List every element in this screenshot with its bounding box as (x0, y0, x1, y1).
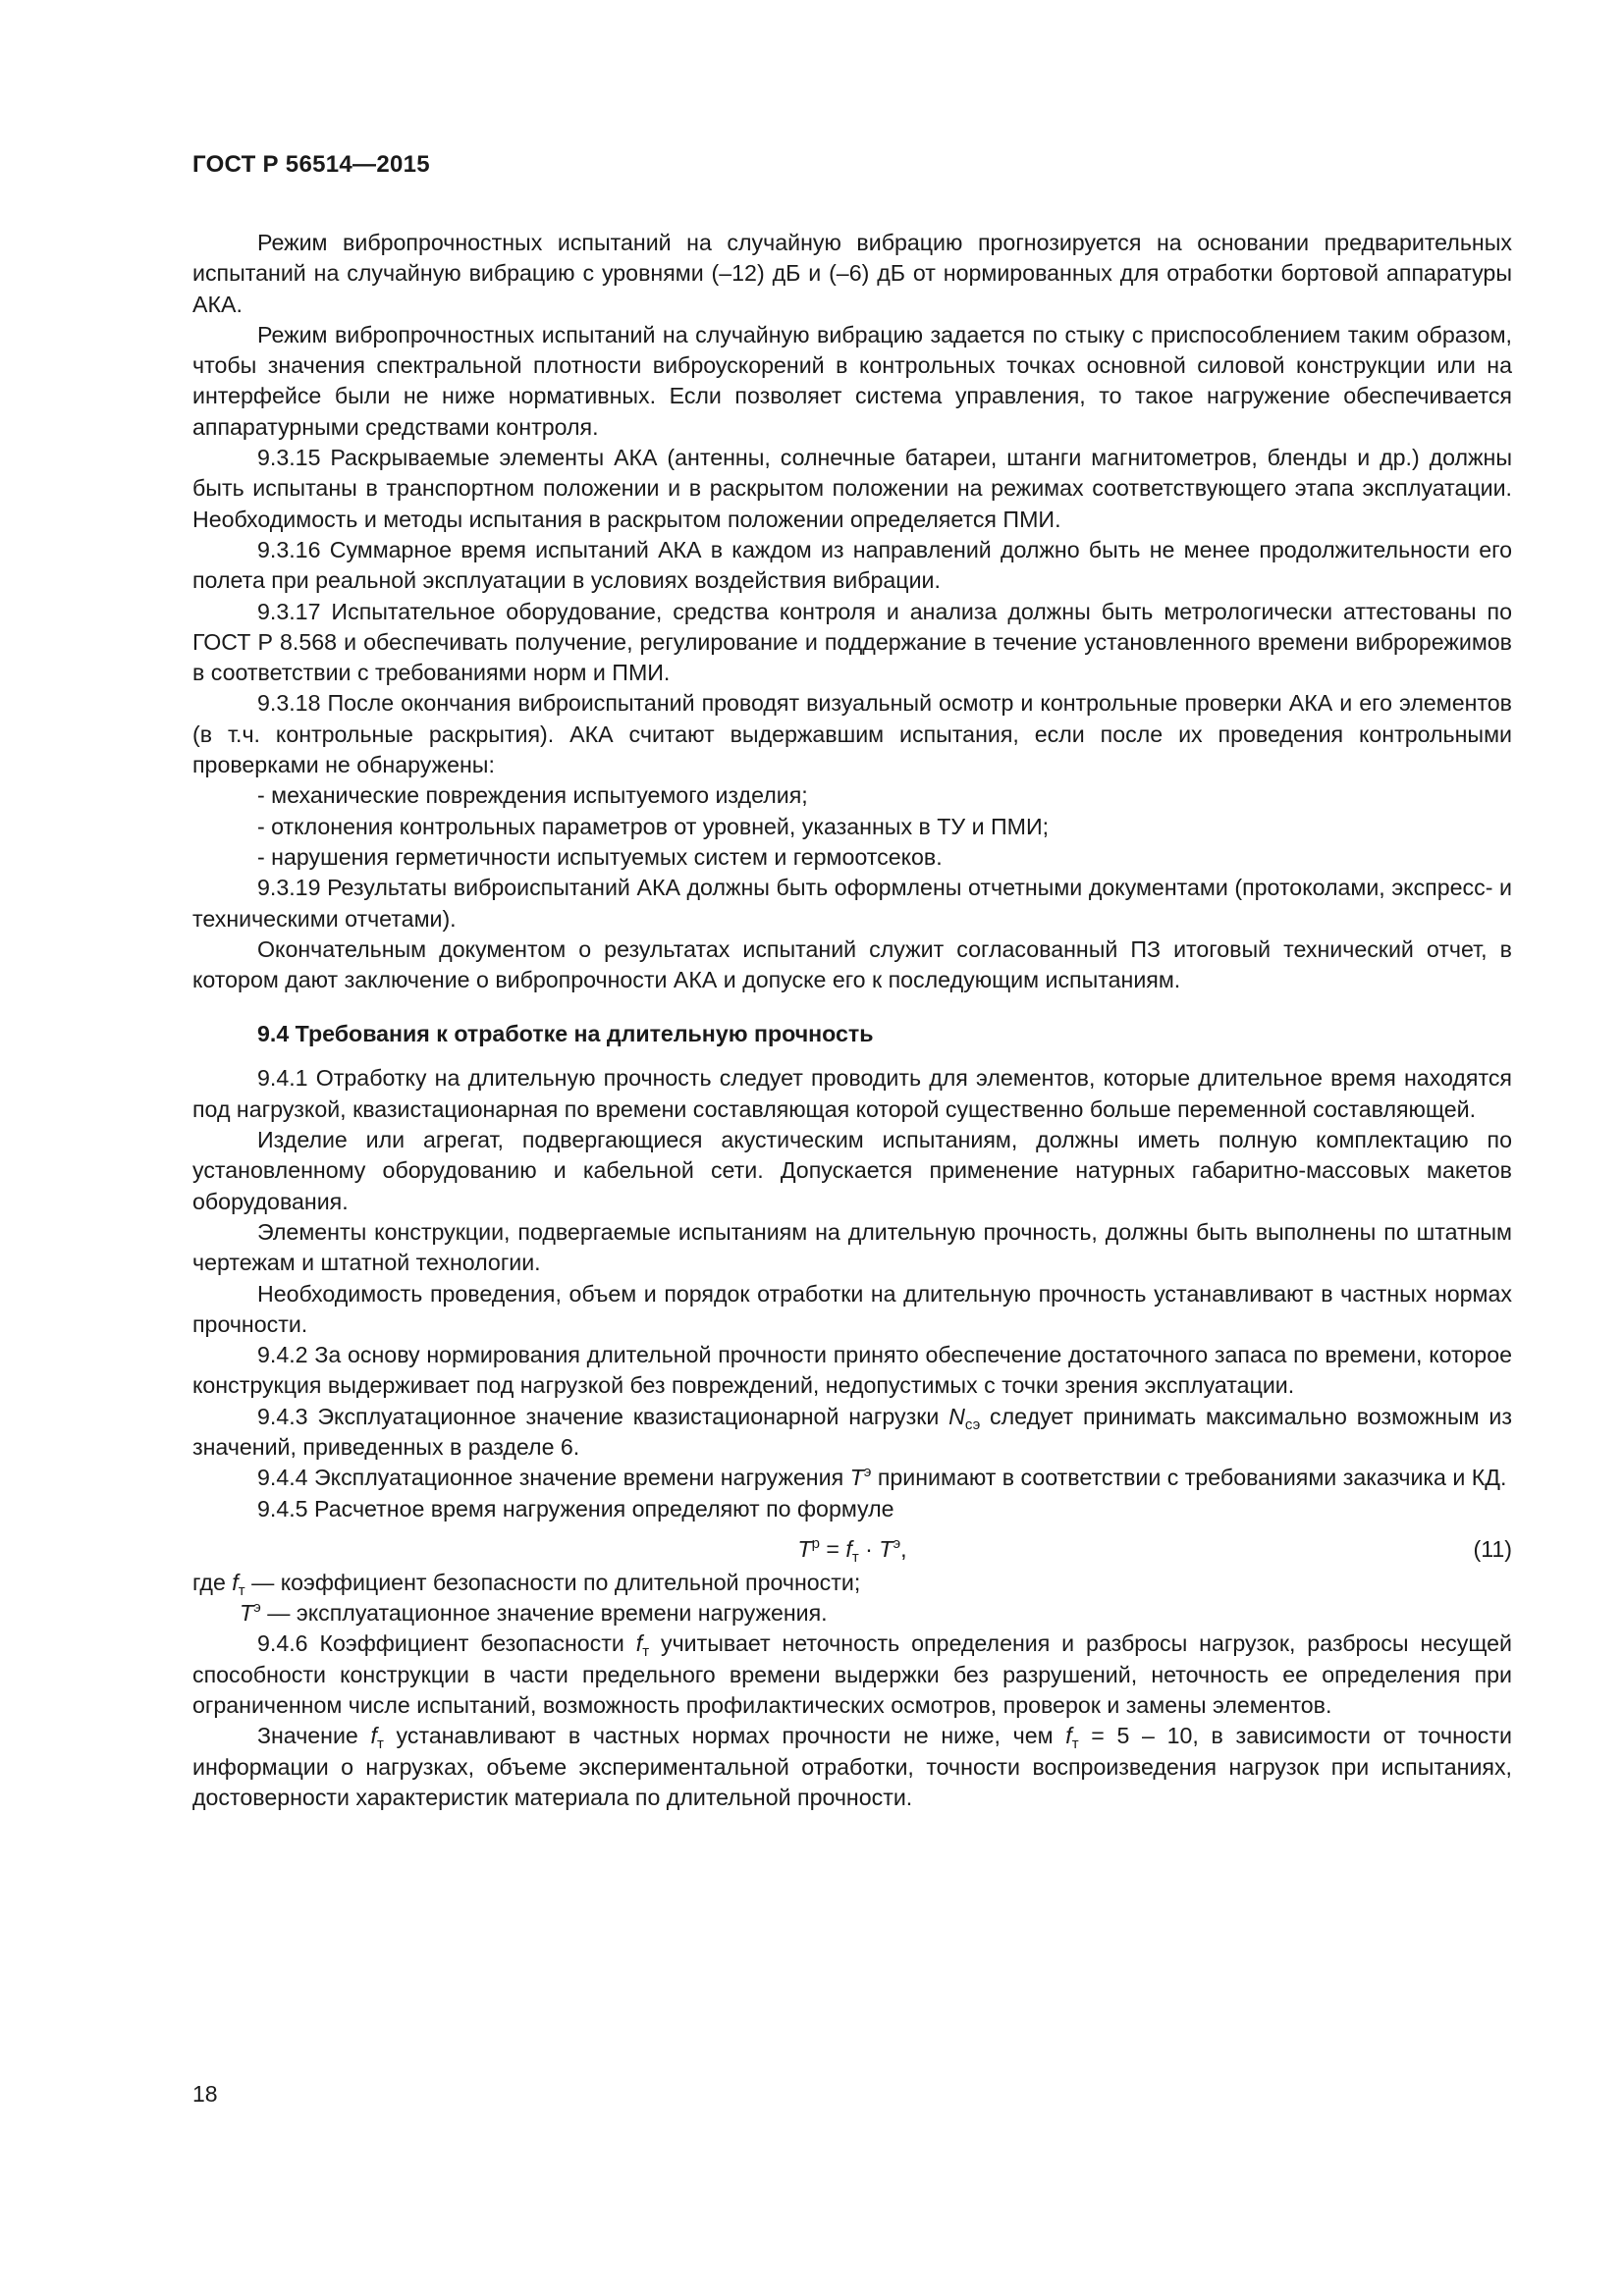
paragraph-9-3-16: 9.3.16 Суммарное время испытаний АКА в каждом из направлений должно быть не менее продолжительности его полета при реальной эксплуатации в условиях воздействия вибрации. (192, 536, 1512, 594)
equation-number: (11) (1473, 1535, 1512, 1562)
paragraph: Изделие или агрегат, подвергающиеся акустическим испытаниям, должны иметь полную комплектацию по установленному оборудованию и кабельной сети. Допускается применение натурных габаритно-массовых макетов оборудования. (192, 1127, 1512, 1214)
where-line-f: где $f_т$ — коэффициент безопасности по длительной прочности; (192, 1569, 861, 1599)
paragraph-9-4-1: 9.4.1 Отработку на длительную прочность следует проводить для элементов, которые длительное время находятся под нагрузкой, квазистационарная по времени составляющая которой существенно больше переменной составляющей. (192, 1065, 1512, 1122)
paragraph-9-4-3: 9.4.3 Эксплуатационное значение квазистационарной нагрузки $N_{сэ}$ следует принимать максимально возможным из значений, приведенных в разделе 6. (192, 1403, 1512, 1460)
formula-row (192, 1532, 1512, 1568)
paragraph: Режим вибропрочностных испытаний на случайную вибрацию прогнозируется на основании предварительных испытаний на случайную вибрацию с уровнями (–12) дБ и (–6) дБ от нормированных для отработки бортовой аппаратуры АКА. (192, 230, 1512, 317)
formula: $T^р = f_т \cdot T^э$, (797, 1534, 907, 1566)
paragraph-9-3-17: 9.3.17 Испытательное оборудование, средства контроля и анализа должны быть метрологически аттестованы по ГОСТ Р 8.568 и обеспечивать получение, регулирование и поддержание в течение установленного времени виброрежимов в соответствии с требованиями норм и ПМИ. (192, 598, 1512, 686)
paragraph-value: Значение $f_т$ устанавливают в частных нормах прочности не ниже, чем $f_т = 5 - 10$, в зависимости от точности информации о нагрузках, объеме экспериментальной отработки, точности воспроизведения нагрузок при испытаниях, достоверности характеристик материала по длительной прочности. (192, 1723, 1512, 1810)
paragraph-9-3-15: 9.3.15 Раскрываемые элементы АКА (антенны, солнечные батареи, штанги магнитометров, бленды и др.) должны быть испытаны в транспортном положении и в раскрытом положении на режимах соответствующего этапа эксплуатации. Необходимость и методы испытания в раскрытом положении определяется ПМИ. (192, 445, 1512, 532)
list-item: - нарушения герметичности испытуемых систем и гермоотсеков. (257, 843, 943, 870)
document-body (192, 228, 1512, 1813)
paragraph-9-3-18: 9.3.18 После окончания виброиспытаний проводят визуальный осмотр и контрольные проверки АКА и его элементов (в т.ч. контрольные раскрытия). АКА считают выдержавшим испытания, если после их проведения контрольными проверками не обнаружены: (192, 690, 1512, 778)
paragraph-9-4-5: 9.4.5 Расчетное время нагружения определяют по формуле (257, 1495, 894, 1522)
paragraph-9-4-2: 9.4.2 За основу нормирования длительной прочности принято обеспечение достаточного запаса по времени, которое конструкция выдерживает под нагрузкой без повреждений, недопустимых с точки зрения эксплуатации. (192, 1342, 1512, 1399)
paragraph-9-3-19: 9.3.19 Результаты виброиспытаний АКА должны быть оформлены отчетными документами (протоколами, экспресс- и техническими отчетами). (192, 875, 1512, 932)
paragraph: Необходимость проведения, объем и порядок отработки на длительную прочность устанавливают в частных нормах прочности. (192, 1280, 1512, 1337)
paragraph-9-4-6: 9.4.6 Коэффициент безопасности $f_т$ учитывает неточность определения и разбросы нагрузок, разбросы несущей способности конструкции в части предельного времени выдержки без разрушений, неточность ее определения при ограниченном числе испытаний, возможность профилактических осмотров, проверок и замены элементов. (192, 1630, 1512, 1719)
list-item: - механические повреждения испытуемого изделия; (257, 782, 808, 809)
where-line-t: $T^э$ — эксплуатационное значение времени нагружения. (240, 1599, 828, 1627)
section-heading: 9.4 Требования к отработке на длительную прочность (257, 1021, 874, 1047)
paragraph-9-4-4: 9.4.4 Эксплуатационное значение времени нагружения $T^э$ принимают в соответствии с требованиями заказчика и КД. (257, 1464, 1507, 1491)
paragraph: Окончательным документом о результатах испытаний служит согласованный ПЗ итоговый технический отчет, в котором дают заключение о вибропрочности АКА и допуске его к последующим испытаниям. (192, 935, 1512, 993)
paragraph: Элементы конструкции, подвергаемые испытаниям на длительную прочность, должны быть выполнены по штатным чертежам и штатной технологии. (192, 1218, 1512, 1276)
document-header: ГОСТ Р 56514—2015 (192, 151, 430, 178)
paragraph: Режим вибропрочностных испытаний на случайную вибрацию задается по стыку с приспособлением таким образом, чтобы значения спектральной плотности виброускорений в контрольных точках основной силовой конструкции или на интерфейсе были не ниже нормативных. Если позволяет система управления, то такое нагружение обеспечивается аппаратурными средствами контроля. (192, 321, 1512, 440)
list-item: - отклонения контрольных параметров от уровней, указанных в ТУ и ПМИ; (257, 813, 1050, 839)
page-number: 18 (192, 2081, 218, 2107)
